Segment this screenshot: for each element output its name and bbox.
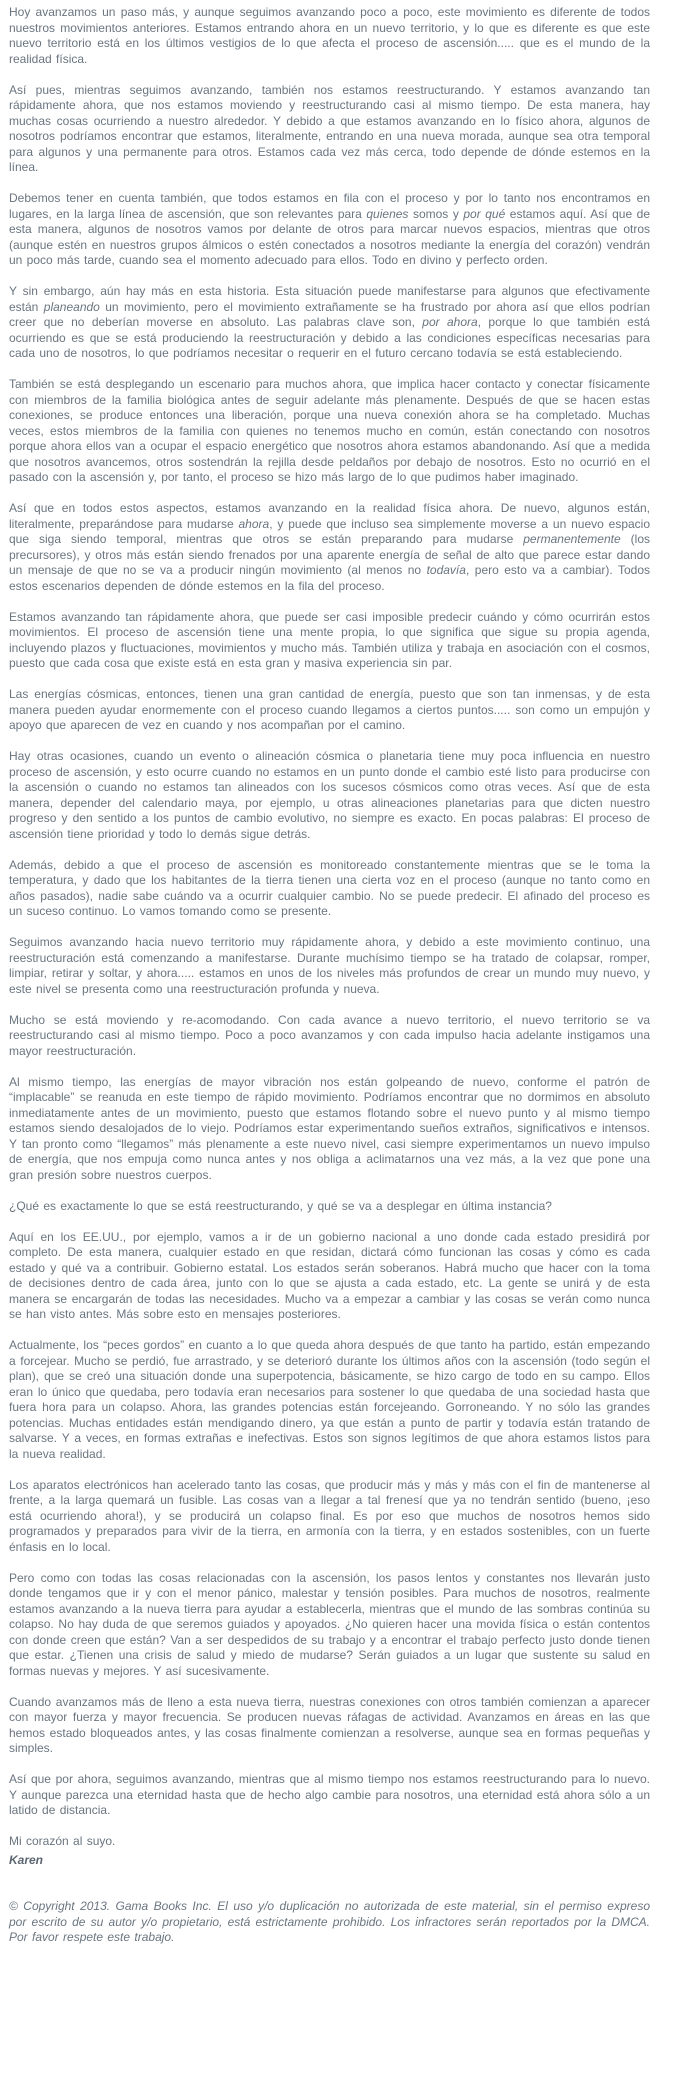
text-run: Estamos avanzando tan rápidamente ahora, que puede ser casi imposible predecir cuándo y cómo ocurrirán estos movimientos. El proceso de ascensión tiene una mente propia, lo que significa que sigue su propia agenda, incluyendo plazos y fluctuaciones, movimientos y mucho más. También utiliza y trabaja en asociación con el cosmos, puesto que cada cosa que existe está en esta gran y masiva experiencia sin par. (9, 609, 650, 670)
paragraph-11 (9, 935, 650, 997)
text-run: Cuando avanzamos más de lleno a esta nueva tierra, nuestras conexiones con otros también comienzan a aparecer con mayor fuerza y mayor frecuencia. Se producen nuevas ráfagas de actividad. Avanzamos en áreas en las que hemos estado bloqueados antes, y las cosas finalmente comienzan a resolverse, aunque sea en formas pequeñas y simples. (9, 1694, 650, 1755)
text-run: Las energías cósmicas, entonces, tienen una gran cantidad de energía, puesto que son tan inmensas, y de esta manera pueden ayudar enormemente con el proceso cuando llegamos a ciertos puntos..... son como un empujón y apoyo que aparecen de vez en cuando y nos acompañan por el camino. (9, 687, 650, 732)
text-run: Actualmente, los “peces gordos” en cuanto a lo que queda ahora después de que tanto ha partido, están empezando a forcejear. Mucho se perdió, fue arrastrado, y se deterioró durante los últimos años con la ascensión (todo según el plan), que se creó una situación donde una superpotencia, básicamente, se hizo cargo de todo en su campo. Ellos eran lo único que quedaba, pero todavía eran necesarios para sostener lo que quedaba de una sociedad hasta que fuera hora para un colapso. Ahora, las grandes potencias están forcejeando. Gorroneando. Y no sólo las grandes potencias. Muchas entidades están mendigando dinero, ya que están a punto de partir y todavía están tratando de salvarse. Y a veces, en formas extrañas e inefectivas. Estos son signos legítimos de que ahora estamos listos para la nueva realidad. (9, 1338, 650, 1461)
text-run: Así que por ahora, seguimos avanzando, mientras que al mismo tiempo nos estamos reestructurando para lo nuevo. Y aunque parezca una eternidad hasta que de hecho algo cambie para nosotros, una eternidad está ahora sólo a un latido de distancia. (9, 1772, 650, 1817)
paragraph-14 (9, 1199, 650, 1215)
signature-name (9, 1853, 650, 1869)
paragraph-5 (9, 377, 650, 486)
paragraph-8 (9, 687, 650, 734)
paragraph-3 (9, 191, 650, 269)
text-run: , y puede que incluso sea simplemente moverse a un nuevo espacio que siga siendo temporal, mientras que otros se están preparando para mudarse (9, 516, 651, 546)
paragraph-17 (9, 1478, 650, 1556)
paragraph-7 (9, 610, 650, 672)
copyright-notice (9, 1899, 650, 1946)
text-run: Debemos tener en cuenta también, que todos estamos en fila con el proceso y por lo tanto nos encontramos en lugares, en la larga línea de ascensión, que son relevantes para (9, 191, 650, 221)
paragraph-4 (9, 284, 650, 362)
paragraph-9 (9, 749, 650, 842)
text-run: Mucho se está moviendo y re-acomodando. Con cada avance a nuevo territorio, el nuevo territorio se va reestructurando casi al mismo tiempo. Poco a poco avanzamos y con cada impulso hacia adelante instigamos una mayor reestructuración. (9, 1012, 650, 1058)
text-run: todavía (426, 563, 466, 577)
signature-closing (9, 1834, 650, 1850)
text-run: Aquí en los EE.UU., por ejemplo, vamos a ir de un gobierno nacional a uno donde cada estado presidirá por completo. De esta manera, cualquier estado en que residan, dictará cómo funcionan las cosas y cómo es cada estado y qué va a contribuir. Gobierno estatal. Los estados serán soberanos. Habrá mucho que hacer con la toma de decisiones dentro de cada área, junto con lo que se ajusta a cada estado, etc. La gente se unirá y de esta manera se encargarán de todas las necesidades. Mucho va a empezar a cambiar y las cosas se verán como nunca se han visto antes. Más sobre esto en mensajes posteriores. (9, 1229, 650, 1321)
text-run: Seguimos avanzando hacia nuevo territorio muy rápidamente ahora, y debido a este movimiento continuo, una reestructuración está comenzando a manifestarse. Durante muchísimo tiempo se ha tratado de colapsar, romper, limpiar, retirar y soltar, y ahora..... estamos en unos de los niveles más profundos de crear un mundo muy nuevo, y este nivel se presenta como una reestructuración profunda y nueva. (9, 935, 650, 996)
text-run: planeando (43, 299, 100, 314)
text-run: somos y (408, 206, 464, 221)
text-run: Karen (9, 1852, 44, 1867)
text-run: quienes (366, 206, 409, 221)
text-run: Mi corazón al suyo. (9, 1834, 116, 1848)
text-run: Al mismo tiempo, las energías de mayor vibración nos están golpeando de nuevo, conforme el patrón de “implacable” se reanuda en este tiempo de rápido movimiento. Podríamos encontrar que no dormimos en absoluto inmediatamente antes de un movimiento, puesto que estamos flotando sobre el nuevo punto y al mismo tiempo estamos siendo desalojados de lo viejo. Podríamos estar experimentando sueños extraños, significativos e intensos. Y tan pronto como “llegamos” más plenamente a este nuevo nivel, casi siempre experimentamos un nuevo impulso de energía, que nos empuja como nunca antes y nos obliga a aclimatarnos una vez más, a la vez que pone una gran presión sobre nuestros cuerpos. (9, 1074, 650, 1182)
paragraph-16 (9, 1338, 650, 1462)
text-run: Pero como con todas las cosas relacionadas con la ascensión, los pasos lentos y constantes nos llevarán justo donde tengamos que ir y con el menor pánico, malestar y tensión posibles. Para muchos de nosotros, realmente estamos avanzando a la nueva tierra para ayudar a establecerla, mientras que el mundo de las sombras continúa su colapso. No hay duda de que seremos guiados y apoyados. ¿No quieren hacer una movida física o están contentos con donde creen que están? Van a ser despedidos de su trabajo y a encontrar el trabajo perfecto justo donde tienen que estar. ¿Tienen una crisis de salud y miedo de mudarse? Serán guiados a un lugar que sustente su salud en formas nuevas y mejores. Y así sucesivamente. (9, 1570, 650, 1678)
text-run: permanentemente (523, 532, 621, 546)
paragraph-6 (9, 501, 650, 594)
text-run: (los precursores), y otros más están siendo frenados por una aparente energía de señal de alto que parece estar dando un mensaje de que no se va a producir ningún movimiento (al menos no (9, 532, 650, 577)
text-run: por qué (463, 206, 506, 221)
paragraph-1 (9, 5, 650, 67)
paragraph-12 (9, 1013, 650, 1060)
text-run: Así que en todos estos aspectos, estamos avanzando en la realidad física ahora. De nuevo, algunos están, literalmente, preparándose para mudarse (9, 501, 650, 531)
text-run: ¿Qué es exactamente lo que se está reestructurando, y qué se va a desplegar en última instancia? (9, 1198, 552, 1213)
text-run: Además, debido a que el proceso de ascensión es monitoreado constantemente mientras que se le toma la temperatura, y dado que los habitantes de la tierra tienen una cierta voz en el proceso (aunque no tanto como en años pasados), nadie sabe cuándo va a ocurrir cualquier cambio. No se puede predecir. El afinado del proceso es un suceso continuo. Lo vamos tomando como se presente. (9, 857, 650, 918)
paragraph-18 (9, 1571, 650, 1680)
text-run: Hay otras ocasiones, cuando un evento o alineación cósmica o planetaria tiene muy poca influencia en nuestro proceso de ascensión, y esto ocurre cuando no estamos en un punto donde el cambio esté listo para producirse con la ascensión o cuando no estamos tan alineados con los sucesos cósmicos como otras veces. Así que de esta manera, depender del calendario maya, por ejemplo, u otras alineaciones planetarias para que dicten nuestro progreso y den sentido a los puntos de cambio evolutivo, no siempre es exacto. En pocas palabras: El proceso de ascensión tiene prioridad y todo lo demás sigue detrás. (9, 749, 650, 841)
text-run: Los aparatos electrónicos han acelerado tanto las cosas, que producir más y más y más con el fin de mantenerse al frente, a la larga quemará un fusible. Las cosas van a llegar a tal frenesí que ya no tendrán sentido (bueno, ¡eso está ocurriendo ahora!), y se producirá un colapso final. Es por eso que muchos de nosotros hemos sido programados y preparados para vivir de la tierra, en armonía con la tierra, y en estados sostenibles, con un fuerte énfasis en lo local. (9, 1477, 650, 1554)
text-run: También se está desplegando un escenario para muchos ahora, que implica hacer contacto y conectar físicamente con miembros de la familia biológica antes de seguir adelante más plenamente. Después de que se hacen estas conexiones, se produce entonces una liberación, porque una nueva conexión ahora se ha completado. Muchas veces, estos miembros de la familia con quienes no tenemos mucho en común, están conectando con nosotros porque ahora ellos van a ocupar el espacio energético que nosotros ahora estamos abandonando. Así que a medida que nosotros avancemos, otros sostendrán la rejilla desde peldaños por debajo de nosotros. Esto no ocurrió en el pasado con la ascensión y, por tanto, el proceso se hizo más largo de lo que pudimos haber imaginado. (9, 377, 650, 484)
paragraph-15 (9, 1230, 650, 1323)
text-run: Y sin embargo, aún hay más en esta historia. Esta situación puede manifestarse para algunos que efectivamente están (9, 284, 650, 314)
text-run: , porque lo que también está ocurriendo es que se está produciendo la reestructuración y debido a las condiciones específicas necesarias para cada uno de nosotros, lo que podríamos necesitar o requerir en el futuro cercano todavía se está estableciendo. (9, 315, 650, 360)
paragraph-13 (9, 1075, 650, 1184)
text-run: © Copyright 2013. Gama Books Inc. El uso y/o duplicación no autorizada de este material, sin el permiso expreso por escrito de su autor y/o propietario, está estrictamente prohibido. Los infractores serán reportados por la DMCA. Por favor respete este trabajo. (9, 1899, 650, 1944)
paragraph-20 (9, 1772, 650, 1819)
text-run: un movimiento, pero el movimiento extrañamente se ha frustrado por ahora así que ellos podrían creer que no deberían moverse en absoluto. Las palabras clave son, (9, 299, 650, 329)
text-run: estamos aquí. Así que de esta manera, algunos de nosotros vamos por delante de otros para marcar nuevos espacios, mientras que otros (aunque estén en nuestros grupos álmicos o estén conectados a nosotros mediante la energía del corazón) vendrán un poco más tarde, cuando sea el momento adecuado para ellos. Todo en divino y perfecto orden. (9, 206, 650, 267)
paragraph-19 (9, 1695, 650, 1757)
text-run: Así pues, mientras seguimos avanzando, también nos estamos reestructurando. Y estamos avanzando tan rápidamente ahora, que nos estamos moviendo y reestructurando casi al mismo tiempo. De esta manera, hay muchas cosas ocurriendo a nuestro alrededor. Y debido a que estamos avanzando en lo físico ahora, algunos de nosotros podríamos encontrar que estamos, literalmente, entrando en una nueva morada, aunque sea otra temporal para algunos y una permanente para otros. Estamos cada vez más cerca, todo depende de dónde estemos en la línea. (9, 82, 650, 174)
paragraph-2 (9, 83, 650, 176)
text-run: , pero esto va a cambiar). Todos estos escenarios dependen de dónde estemos en la fila del proceso. (9, 563, 651, 593)
text-run: Hoy avanzamos un paso más, y aunque seguimos avanzando poco a poco, este movimiento es diferente de todos nuestros movimientos anteriores. Estamos entrando ahora en un nuevo territorio, y lo que es diferente es que este nuevo territorio está en los últimos vestigios de lo que afecta el proceso de ascensión..... que es el mundo de la realidad física. (9, 5, 650, 66)
text-run: por ahora (422, 315, 478, 329)
text-run: ahora (238, 516, 270, 531)
paragraph-10 (9, 858, 650, 920)
